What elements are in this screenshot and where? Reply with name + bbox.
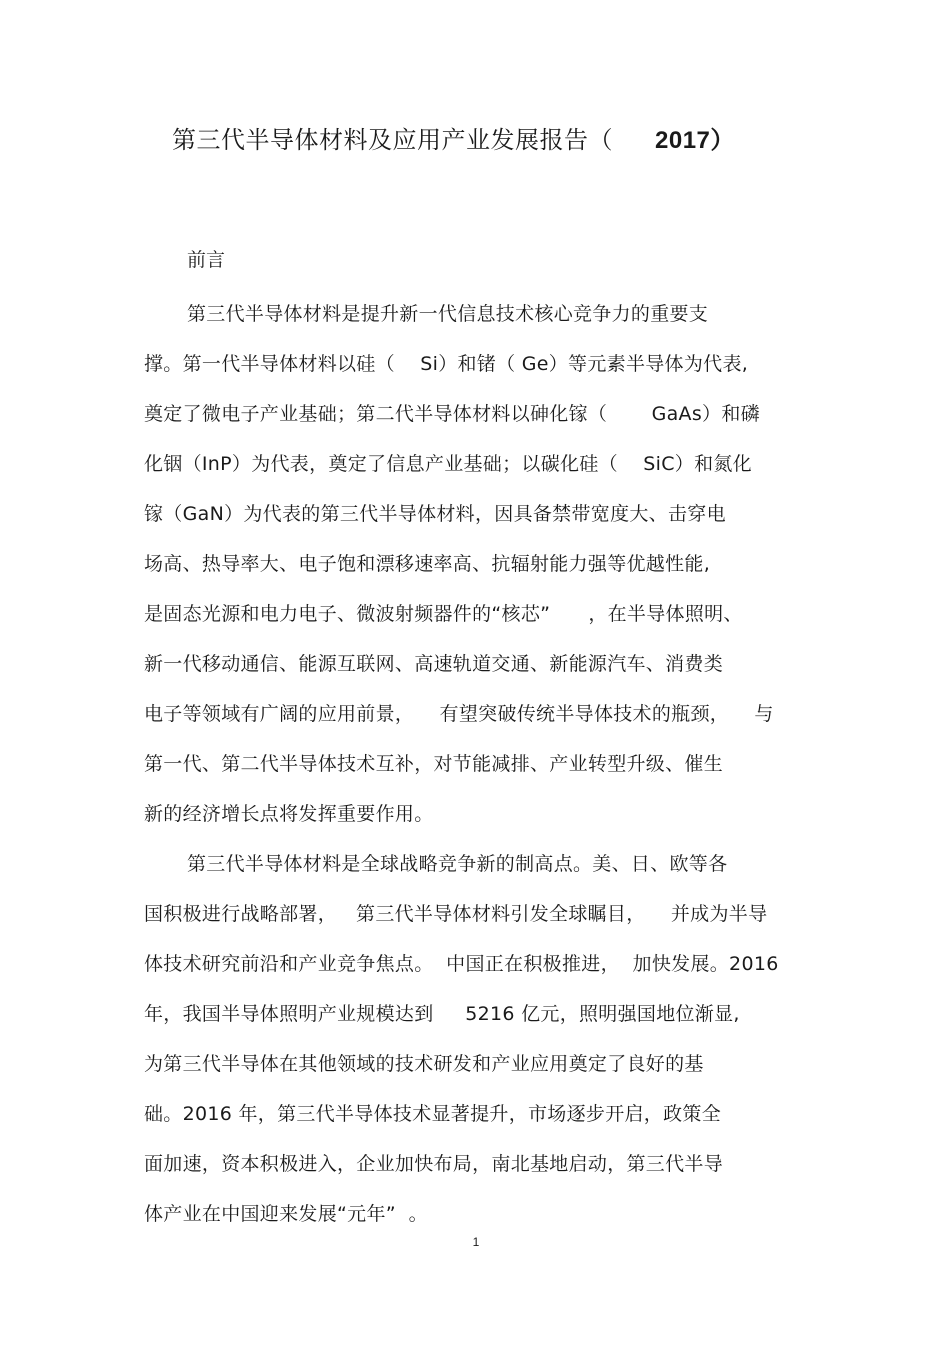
paragraph-line: 第三代半导体材料是提升新一代信息技术核心竞争力的重要支 <box>187 303 709 325</box>
paragraph-line: 第三代半导体材料是全球战略竞争新的制高点。美、日、欧等各 <box>187 853 728 875</box>
paragraph-line: 年，我国半导体照明产业规模达到 5216 亿元，照明强国地位渐显, <box>144 1003 740 1025</box>
paragraph-line: 奠定了微电子产业基础；第二代半导体材料以砷化镓（ GaAs）和磷 <box>144 403 760 425</box>
paragraph-line: 体技术研究前沿和产业竞争焦点。 中国正在积极推进， 加快发展。2016 <box>144 953 779 975</box>
page-number: 1 <box>472 1235 480 1249</box>
paragraph-line: 国积极进行战略部署， 第三代半导体材料引发全球瞩目， 并成为半导 <box>144 903 768 925</box>
paragraph-line: 场高、热导率大、电子饱和漂移速率高、抗辐射能力强等优越性能, <box>144 553 711 575</box>
paragraph-line: 础。2016 年，第三代半导体技术显著提升，市场逐步开启，政策全 <box>144 1103 721 1125</box>
section-heading: 前言 <box>187 249 226 271</box>
paragraph-line: 化铟（InP）为代表，奠定了信息产业基础；以碳化硅（ SiC）和氮化 <box>144 453 752 475</box>
document-title <box>172 122 735 159</box>
paragraph-line: 第一代、第二代半导体技术互补，对节能减排、产业转型升级、催生 <box>144 753 724 775</box>
paragraph-line: 是固态光源和电力电子、微波射频器件的“核芯” ，在半导体照明、 <box>144 603 743 625</box>
paragraph-line: 新的经济增长点将发挥重要作用。 <box>144 803 434 825</box>
paragraph-line: 镓（GaN）为代表的第三代半导体材料，因具备禁带宽度大、击穿电 <box>144 503 726 525</box>
paragraph-line: 新一代移动通信、能源互联网、高速轨道交通、新能源汽车、消费类 <box>144 653 724 675</box>
paragraph-line: 电子等领域有广阔的应用前景， 有望突破传统半导体技术的瓶颈， 与 <box>144 703 774 725</box>
paragraph-line: 为第三代半导体在其他领域的技术研发和产业应用奠定了良好的基 <box>144 1053 704 1075</box>
title-text: 第三代半导体材料及应用产业发展报告（ <box>172 126 613 154</box>
title-year: 2017） <box>655 127 735 154</box>
paragraph-line: 面加速，资本积极进入，企业加快布局，南北基地启动，第三代半导 <box>144 1153 724 1175</box>
paragraph-line: 撑。第一代半导体材料以硅（ Si）和锗（ Ge）等元素半导体为代表, <box>144 353 749 375</box>
paragraph-line: 体产业在中国迎来发展“元年” 。 <box>144 1203 428 1225</box>
